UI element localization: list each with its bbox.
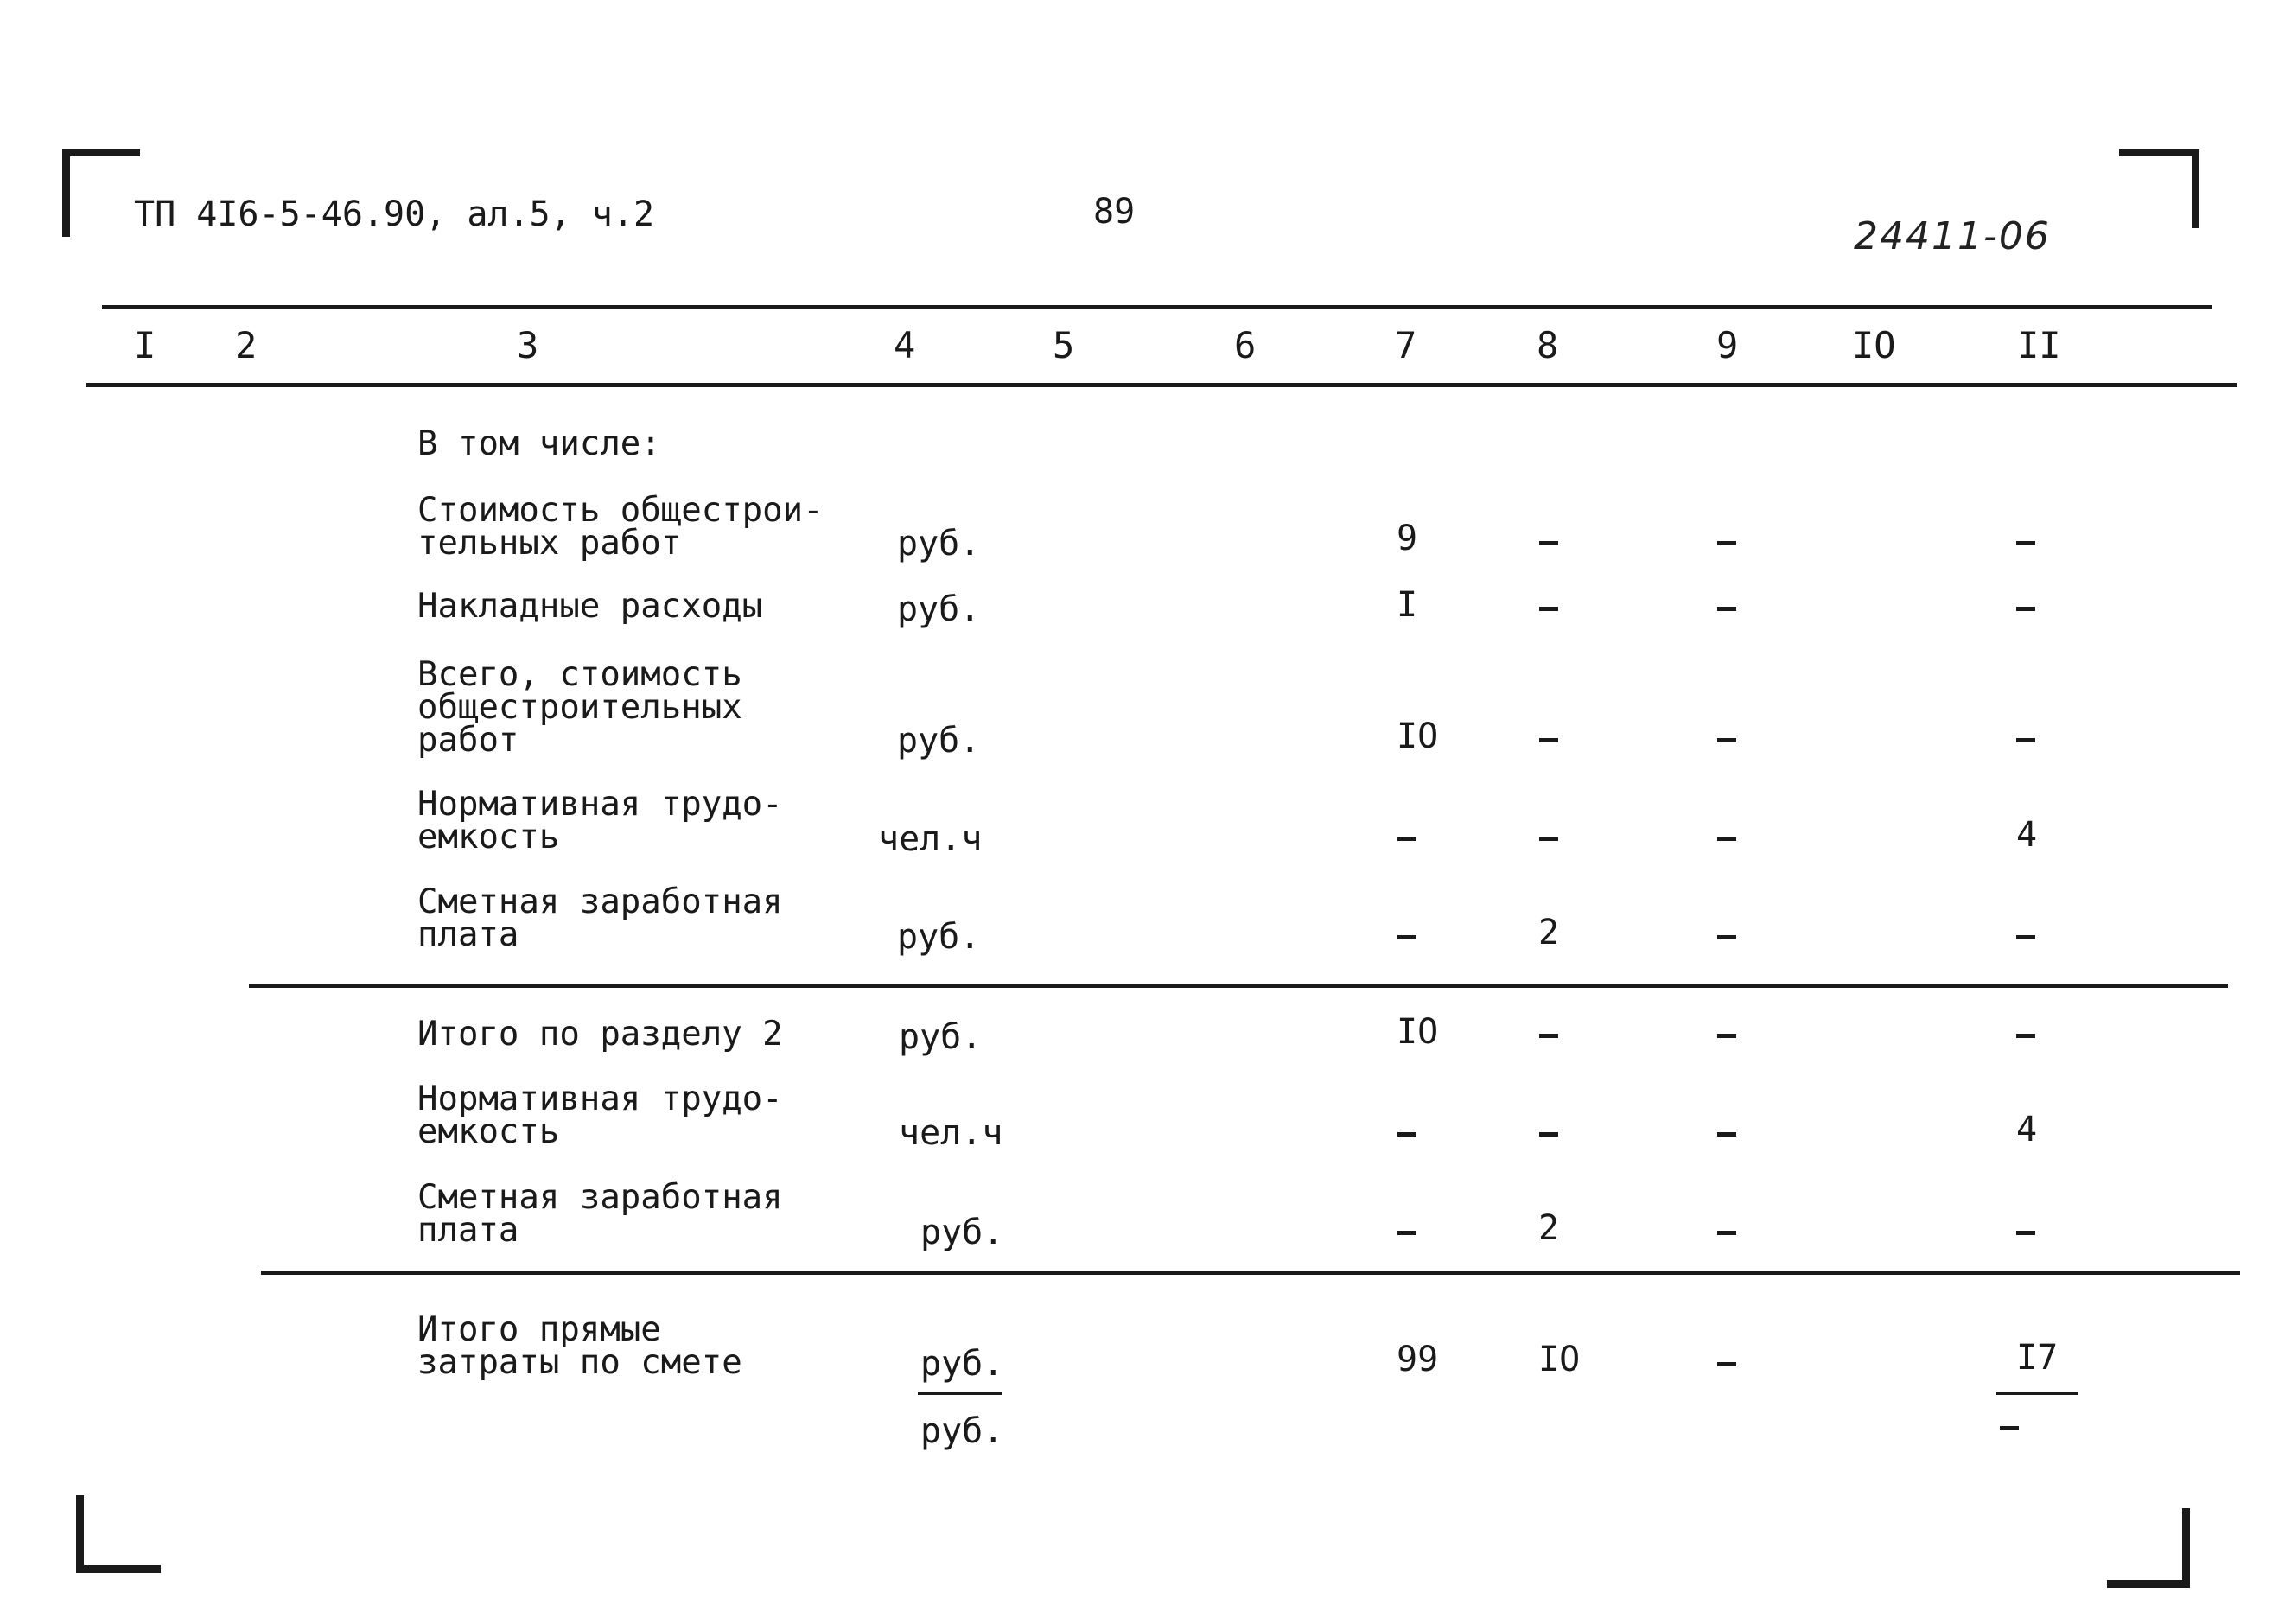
row-description-line: плата (417, 915, 519, 954)
row-unit: руб. (897, 589, 981, 629)
row-unit: руб. (920, 1344, 1004, 1384)
cell-col11: I7 (2016, 1338, 2059, 1378)
cell-col11-dash (2016, 935, 2035, 939)
cell-col11-secondary-dash (2000, 1426, 2019, 1430)
cell-col11-dash (2016, 1034, 2035, 1038)
cell-col8-dash (1539, 1132, 1558, 1137)
cell-col7: I (1397, 585, 1418, 625)
cell-col11-dash (2016, 607, 2035, 611)
row-description-line: Всего, стоимость (417, 655, 742, 694)
cell-col11: 4 (2016, 1110, 2038, 1150)
row-unit: руб. (897, 917, 981, 957)
cell-col7: IO (1397, 1012, 1439, 1052)
col11-fraction-line (1996, 1392, 2078, 1395)
column-number: II (2017, 324, 2061, 366)
row-description (417, 655, 742, 760)
row-description-line: Сметная заработная (417, 1178, 783, 1217)
row-unit: руб. (920, 1213, 1004, 1252)
row-description (417, 882, 783, 954)
cell-col9-dash (1717, 837, 1736, 841)
row-description-line: плата (417, 1211, 519, 1250)
column-number: 6 (1234, 324, 1257, 366)
row-description (417, 1178, 783, 1250)
cell-col11: 4 (2016, 815, 2038, 855)
cell-col8-dash (1539, 837, 1558, 841)
row-unit: чел.ч (878, 819, 983, 859)
cell-col9-dash (1717, 1362, 1736, 1366)
row-unit: чел.ч (899, 1113, 1003, 1153)
cell-col7-dash (1397, 1132, 1416, 1137)
row-description-line: тельных работ (417, 524, 682, 563)
row-description-line: емкость (417, 1112, 560, 1151)
row-description (417, 587, 763, 626)
cell-col8-dash (1539, 607, 1558, 611)
cell-col9-dash (1717, 1132, 1736, 1137)
cell-col9-dash (1717, 1231, 1736, 1235)
cell-col7-dash (1397, 935, 1416, 939)
page-number: 89 (1093, 192, 1136, 232)
section-intro: В том числе: (417, 424, 661, 463)
grand-total-separator-rule (261, 1271, 2240, 1275)
row-description-line: общестроительных (417, 688, 742, 727)
corner-mark-bottom-left (76, 1495, 84, 1573)
cell-col8-dash (1539, 738, 1558, 742)
header-rule-lower (86, 383, 2237, 387)
cell-col7: 9 (1397, 519, 1418, 558)
corner-mark-top-left (62, 149, 70, 237)
row-description-line: Нормативная трудо- (417, 785, 783, 824)
row-description-line: емкость (417, 818, 560, 857)
row-description-line: Итого прямые (417, 1310, 661, 1349)
column-number: IO (1852, 324, 1896, 366)
document-reference: ТП 4I6-5-46.90, ал.5, ч.2 (134, 194, 655, 234)
cell-col7-dash (1397, 1231, 1416, 1235)
column-number: I (134, 324, 156, 366)
handwritten-number: 24411-06 (1854, 214, 2051, 258)
row-description-line: Стоимость общестрои- (417, 491, 824, 530)
corner-mark-top-left (62, 149, 140, 156)
cell-col7: IO (1397, 716, 1439, 756)
section-separator-rule (249, 984, 2228, 988)
cell-col8-dash (1539, 541, 1558, 545)
column-number: 4 (894, 324, 916, 366)
corner-mark-bottom-right (2182, 1508, 2190, 1588)
row-unit-secondary: руб. (920, 1411, 1004, 1451)
cell-col8: 2 (1538, 1208, 1560, 1248)
column-number: 7 (1395, 324, 1417, 366)
cell-col8: IO (1538, 1340, 1581, 1379)
column-number: 8 (1537, 324, 1559, 366)
column-number: 5 (1053, 324, 1075, 366)
corner-mark-bottom-left (76, 1565, 161, 1573)
row-unit: руб. (899, 1017, 983, 1057)
row-description-line: затраты по смете (417, 1343, 742, 1382)
cell-col9-dash (1717, 541, 1736, 545)
cell-col9-dash (1717, 738, 1736, 742)
corner-mark-bottom-right (2107, 1580, 2190, 1588)
row-description-line: Сметная заработная (417, 882, 783, 921)
row-unit: руб. (897, 524, 981, 564)
cell-col9-dash (1717, 607, 1736, 611)
column-number: 9 (1716, 324, 1739, 366)
row-description-line: Итого по разделу 2 (417, 1015, 783, 1054)
column-number: 2 (235, 324, 258, 366)
cell-col9-dash (1717, 1034, 1736, 1038)
unit-fraction-line (918, 1392, 1002, 1395)
cell-col8-dash (1539, 1034, 1558, 1038)
row-description-line: Накладные расходы (417, 587, 763, 626)
cell-col8: 2 (1538, 913, 1560, 952)
corner-mark-top-right (2192, 149, 2199, 228)
cell-col9-dash (1717, 935, 1736, 939)
cell-col11-dash (2016, 738, 2035, 742)
cell-col7: 99 (1397, 1340, 1439, 1379)
cell-col7-dash (1397, 837, 1416, 841)
row-description (417, 491, 824, 563)
row-description (417, 1015, 783, 1054)
row-description (417, 1079, 783, 1151)
corner-mark-top-right (2119, 149, 2199, 156)
header-rule-upper (102, 305, 2212, 309)
row-description-line: работ (417, 721, 519, 760)
row-description-line: Нормативная трудо- (417, 1079, 783, 1118)
column-number: 3 (517, 324, 539, 366)
cell-col11-dash (2016, 1231, 2035, 1235)
row-description (417, 1310, 742, 1382)
cell-col11-dash (2016, 541, 2035, 545)
row-unit: руб. (897, 721, 981, 761)
row-description (417, 785, 783, 857)
